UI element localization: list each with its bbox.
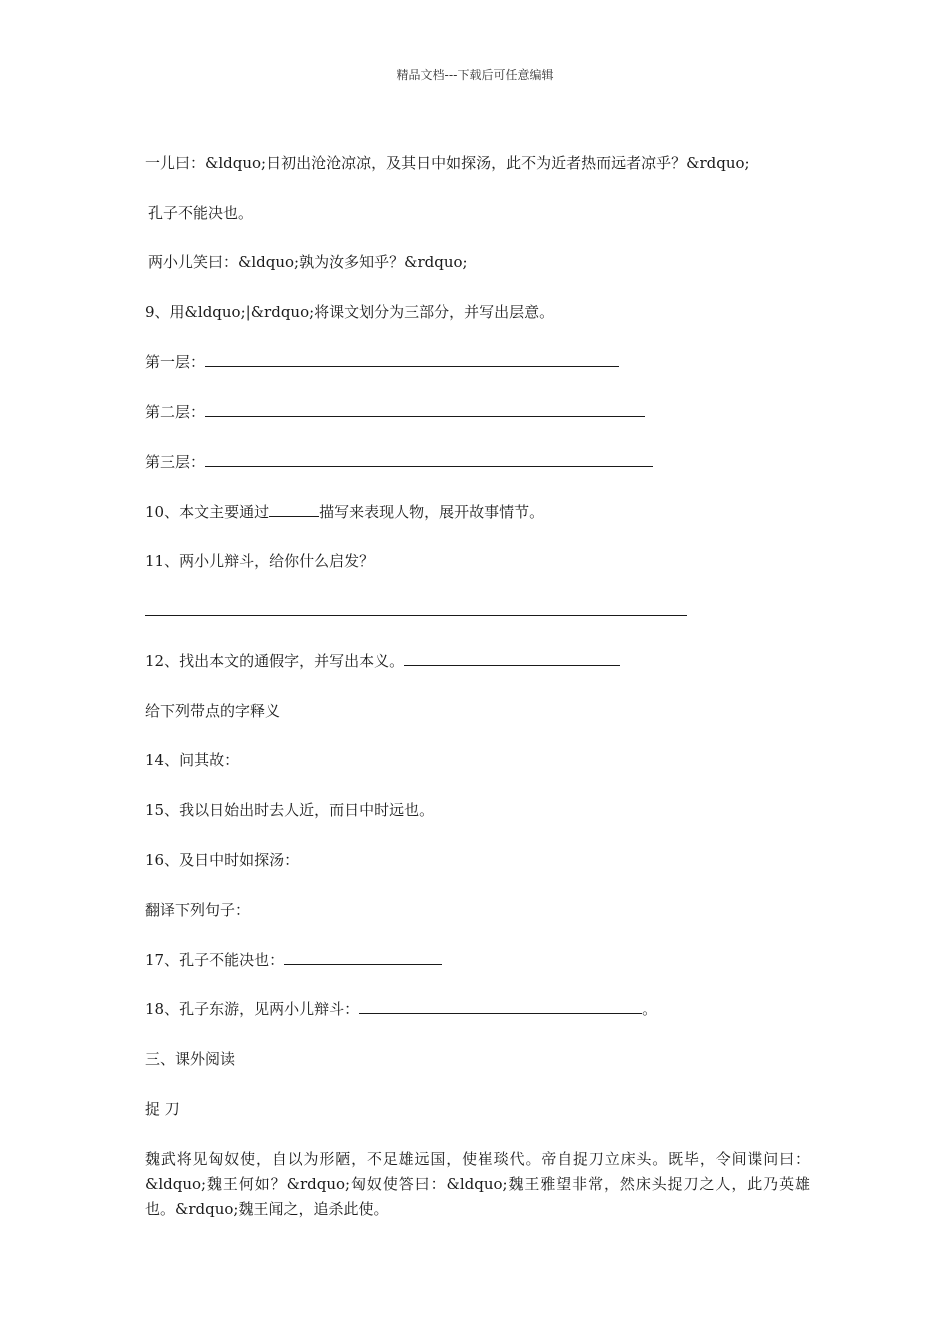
question-12-text: 12、找出本文的通假字，并写出本义。: [145, 652, 405, 670]
question-18-end: 。: [642, 1000, 658, 1018]
layer-2-blank[interactable]: [205, 402, 645, 417]
passage-title: 捉 刀: [145, 1100, 180, 1118]
question-18-blank[interactable]: [359, 999, 642, 1014]
question-10-start: 10、本文主要通过: [145, 503, 270, 521]
text-line-3: 两小儿笑曰：&ldquo;孰为汝多知乎？&rdquo;: [148, 253, 468, 271]
section-3-heading: 三、课外阅读: [145, 1050, 236, 1068]
layer-3-row: [145, 452, 653, 472]
layer-1-label: 第一层：: [145, 353, 206, 371]
question-10-end: 描写来表现人物，展开故事情节。: [319, 503, 545, 521]
question-12: [145, 651, 620, 671]
question-18-text: 18、孔子东游，见两小儿辩斗：: [145, 1000, 360, 1018]
explain-heading: 给下列带点的字释义: [145, 702, 281, 720]
layer-3-blank[interactable]: [205, 452, 653, 467]
question-11: 11、两小儿辩斗，给你什么启发？: [145, 552, 375, 570]
layer-3-label: 第三层：: [145, 453, 206, 471]
layer-1-row: [145, 352, 619, 372]
question-17-text: 17、孔子不能决也：: [145, 951, 285, 969]
question-12-blank[interactable]: [404, 651, 620, 666]
page-header: 精品文档---下载后可任意编辑: [396, 68, 554, 82]
question-16: 16、及日中时如探汤：: [145, 851, 300, 869]
question-11-blank[interactable]: [145, 601, 687, 616]
layer-1-blank[interactable]: [205, 352, 619, 367]
question-15: 15、我以日始出时去人近，而日中时远也。: [145, 801, 435, 819]
text-line-2: 孔子不能决也。: [148, 204, 254, 222]
passage-text: 魏武将见匈奴使，自以为形陋，不足雄远国，使崔琰代。帝自捉刀立床头。既毕，令间谍问曰：&ldquo;魏王何如？&rdquo;匈奴使答曰：&ldquo;魏王雅望非常，然床头捉刀之人，此乃英雄也。&rdquo;魏王闻之，追杀此使。: [145, 1150, 810, 1218]
question-11-answer-row: [145, 601, 687, 621]
question-10-blank[interactable]: [269, 502, 319, 517]
question-17-blank[interactable]: [284, 950, 442, 965]
layer-2-label: 第二层：: [145, 403, 206, 421]
question-17: [145, 950, 442, 970]
question-14: 14、问其故：: [145, 751, 240, 769]
text-line-1: 一儿曰：&ldquo;日初出沧沧凉凉，及其日中如探汤，此不为近者热而远者凉乎？&rdquo;: [145, 154, 750, 172]
question-10: [145, 502, 544, 522]
question-9: 9、用&ldquo;|&rdquo;将课文划分为三部分，并写出层意。: [145, 303, 555, 321]
translate-heading: 翻译下列句子：: [145, 901, 251, 919]
layer-2-row: [145, 402, 645, 422]
question-18: [145, 999, 657, 1019]
